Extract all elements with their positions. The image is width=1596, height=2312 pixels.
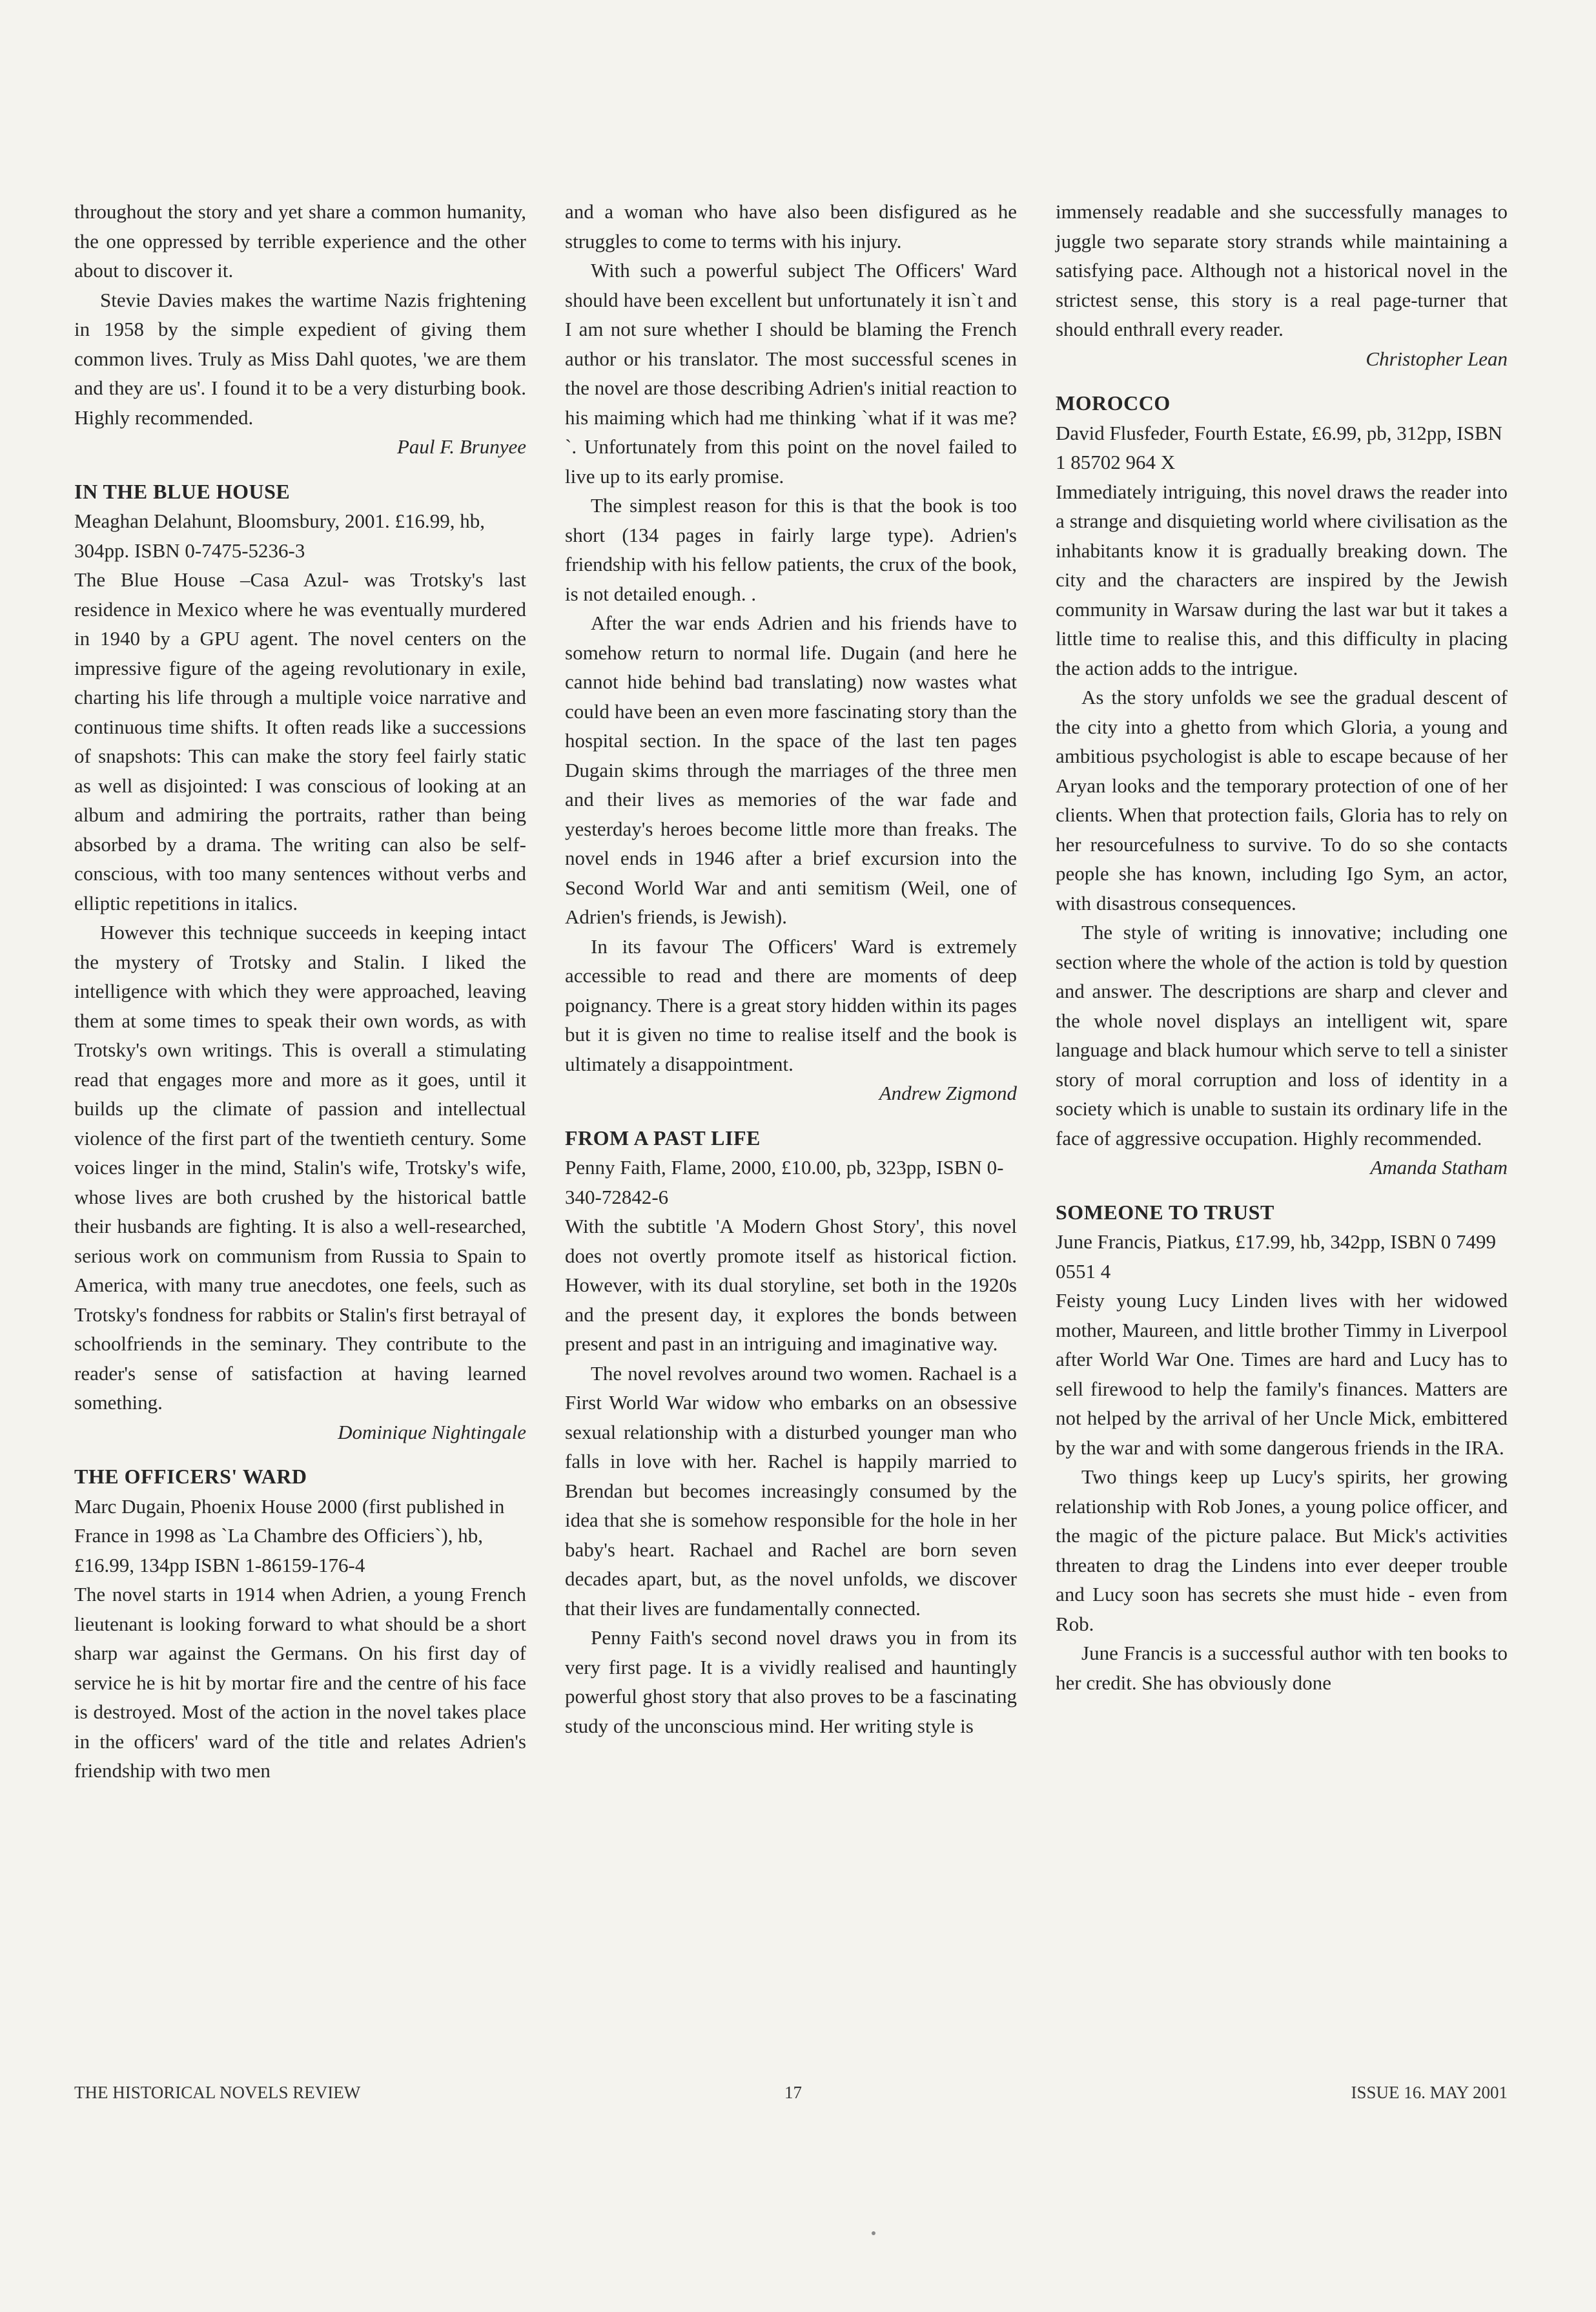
reviewer-signature: Paul F. Brunyee bbox=[396, 435, 526, 458]
review-paragraph: and a woman who have also been disfigured as he struggles to come to terms with his injury. bbox=[565, 200, 1017, 253]
footer-publication-title: THE HISTORICAL NOVELS REVIEW bbox=[74, 2083, 361, 2102]
review-paragraph: Two things keep up Lucy's spirits, her growing relationship with Rob Jones, a young police officer, and the magic of the picture palace. But Mick's activities threaten to drag the Lindens into ever deeper trouble and Lucy soon has secrets she must hide - even from Rob. bbox=[1056, 1465, 1508, 1635]
book-details: Penny Faith, Flame, 2000, £10.00, pb, 323pp, ISBN 0-340-72842-6 bbox=[565, 1156, 1004, 1208]
review-paragraph: throughout the story and yet share a common humanity, the one oppressed by terrible experience and the other about to discover it. bbox=[74, 200, 526, 282]
review-paragraph: Stevie Davies makes the wartime Nazis frightening in 1958 by the simple expedient of giving them common lives. Truly as Miss Dahl quotes, 'we are them and they are us'. I found it to be a very disturbing book. Highly recommended. bbox=[74, 288, 526, 429]
reviewer-signature: Christopher Lean bbox=[1366, 347, 1508, 370]
book-details: Marc Dugain, Phoenix House 2000 (first published in France in 1998 as `La Chambre des Officiers`), hb, £16.99, 134pp ISBN 1-86159-176-4 bbox=[74, 1494, 505, 1576]
reviewer-signature: Amanda Statham bbox=[1370, 1156, 1508, 1179]
review-paragraph: The Blue House –Casa Azul- was Trotsky's last residence in Mexico where he was eventually murdered in 1940 by a GPU agent. The novel centers on the impressive figure of the ageing revolutionary in exile, charting his life through a multiple voice narrative and continuous time shifts. It often reads like a successions of snapshots: This can make the story feel fairly static as well as disjointed: I was conscious of looking at an album and admiring the portraits, rather than being absorbed by a drama. The writing can also be self-conscious, with too many sentences without verbs and elliptic repetitions in italics. bbox=[74, 568, 526, 914]
scan-speck bbox=[872, 2231, 875, 2235]
page-number: 17 bbox=[784, 2083, 802, 2102]
review-heading: THE OFFICERS' WARD bbox=[74, 1465, 307, 1488]
review-heading: MOROCCO bbox=[1056, 391, 1171, 415]
review-paragraph: Penny Faith's second novel draws you in from its very first page. It is a vividly realised and hauntingly powerful ghost story that also proves to be a fascinating study of the unconscious mind. Her writing style is bbox=[565, 1626, 1017, 1737]
review-paragraph: The simplest reason for this is that the book is too short (134 pages in fairly large type). Adrien's friendship with his fellow patients, the crux of the book, is not detailed enough. . bbox=[565, 494, 1017, 605]
review-paragraph: immensely readable and she successfully manages to juggle two separate story strands while maintaining a satisfying pace. Although not a historical novel in the strictest sense, this story is a real page-turner that should enthrall every reader. bbox=[1056, 200, 1508, 340]
review-heading: SOMEONE TO TRUST bbox=[1056, 1200, 1274, 1224]
column-2 bbox=[565, 197, 1017, 1740]
column-1 bbox=[74, 197, 526, 1786]
book-details: June Francis, Piatkus, £17.99, hb, 342pp, ISBN 0 7499 0551 4 bbox=[1056, 1230, 1496, 1283]
review-paragraph: With such a powerful subject The Officers' Ward should have been excellent but unfortunately it isn`t and I am not sure whether I should be blaming the French author or his translator. The most successful scenes in the novel are those describing Adrien's initial reaction to his maiming which had me thinking `what if it was me?`. Unfortunately from this point on the novel failed to live up to its early promise. bbox=[565, 259, 1017, 488]
book-details: David Flusfeder, Fourth Estate, £6.99, pb, 312pp, ISBN 1 85702 964 X bbox=[1056, 421, 1502, 473]
review-heading: FROM A PAST LIFE bbox=[565, 1126, 761, 1150]
reviewer-signature: Andrew Zigmond bbox=[879, 1082, 1017, 1104]
review-paragraph: With the subtitle 'A Modern Ghost Story', this novel does not overtly promote itself as historical fiction. However, with its dual storyline, set both in the 1920s and the present day, it explores the bonds between present and past in an intriguing and imaginative way. bbox=[565, 1215, 1017, 1355]
review-paragraph: As the story unfolds we see the gradual descent of the city into a ghetto from which Gloria, a young and ambitious psychologist is able to escape because of her Aryan looks and the temporary protection of one of her clients. When that protection fails, Gloria has to rely on her resourcefulness to survive. To do so she contacts people she has known, including Igo Sym, an actor, with disastrous consequences. bbox=[1056, 686, 1508, 914]
review-paragraph: Feisty young Lucy Linden lives with her widowed mother, Maureen, and little brother Timmy in Liverpool after World War One. Times are hard and Lucy has to sell firewood to help the family's finances. Matters are not helped by the arrival of her Uncle Mick, embittered by the war and with some dangerous friends in the IRA. bbox=[1056, 1289, 1508, 1459]
reviewer-signature: Dominique Nightingale bbox=[338, 1420, 526, 1443]
review-paragraph: The style of writing is innovative; including one section where the whole of the action is told by question and answer. The descriptions are sharp and clever and the whole novel displays an intelligent wit, spare language and black humour which serve to tell a sinister story of moral corruption and loss of identity in a society which is unable to sustain its ordinary life in the face of aggressive occupation. Highly recommended. bbox=[1056, 921, 1508, 1150]
review-paragraph: The novel starts in 1914 when Adrien, a young French lieutenant is looking forward to what should be a short sharp war against the Germans. On his first day of service he is hit by mortar fire and the centre of his face is destroyed. Most of the action in the novel takes place in the officers' ward of the title and relates Adrien's friendship with two men bbox=[74, 1583, 526, 1782]
review-heading: IN THE BLUE HOUSE bbox=[74, 479, 291, 503]
review-paragraph: However this technique succeeds in keeping intact the mystery of Trotsky and Stalin. I liked the intelligence with which they were approached, leaving them at some times to speak their own words, as with Trotsky's own writings. This is overall a stimulating read that engages more and more as it goes, until it builds up the climate of passion and intellectual violence of the first part of the twentieth century. Some voices linger in the mind, Stalin's wife, Trotsky's wife, whose lives are both crushed by the historical battle their husbands are fighting. It is also a well-researched, serious work on communism from Russia to Spain to America, with many true anecdotes, one feels, such as Trotsky's fondness for rabbits or Stalin's first betrayal of schoolfriends in the seminary. They contribute to the reader's sense of satisfaction at having learned something. bbox=[74, 921, 526, 1414]
review-paragraph: Immediately intriguing, this novel draws the reader into a strange and disquieting world where civilisation as the inhabitants know it is gradually breaking down. The city and the characters are inspired by the Jewish community in Warsaw during the last war but it takes a little time to realise this, and this difficulty in placing the action adds to the intrigue. bbox=[1056, 480, 1508, 679]
footer-issue: ISSUE 16. MAY 2001 bbox=[1351, 2083, 1508, 2102]
column-3 bbox=[1056, 197, 1508, 1697]
review-paragraph: In its favour The Officers' Ward is extremely accessible to read and there are moments of deep poignancy. There is a great story hidden within its pages but it is given no time to realise itself and the book is ultimately a disappointment. bbox=[565, 934, 1017, 1075]
book-details: Meaghan Delahunt, Bloomsbury, 2001. £16.99, hb, 304pp. ISBN 0-7475-5236-3 bbox=[74, 510, 485, 562]
review-paragraph: After the war ends Adrien and his friends have to somehow return to normal life. Dugain (and here he cannot hide behind bad translating) now wastes what could have been an even more fascinating story than the hospital section. In the space of the last ten pages Dugain skims through the marriages of the three men and their lives as memories of the war fade and yesterday's heroes become little more than freaks. The novel ends in 1946 after a brief excursion into the Second World War and anti semitism (Weil, one of Adrien's friends, is Jewish). bbox=[565, 612, 1017, 928]
review-paragraph: The novel revolves around two women. Rachael is a First World War widow who embarks on an obsessive sexual relationship with a disturbed younger man who falls in love with her. Rachel is happily married to Brendan but becomes increasingly consumed by the idea that she is somehow responsible for the hole in her baby's heart. Rachael and Rachel are born seven decades apart, but, as the novel unfolds, we discover that their lives are fundamentally connected. bbox=[565, 1361, 1017, 1620]
review-paragraph: June Francis is a successful author with ten books to her credit. She has obviously done bbox=[1056, 1642, 1508, 1694]
